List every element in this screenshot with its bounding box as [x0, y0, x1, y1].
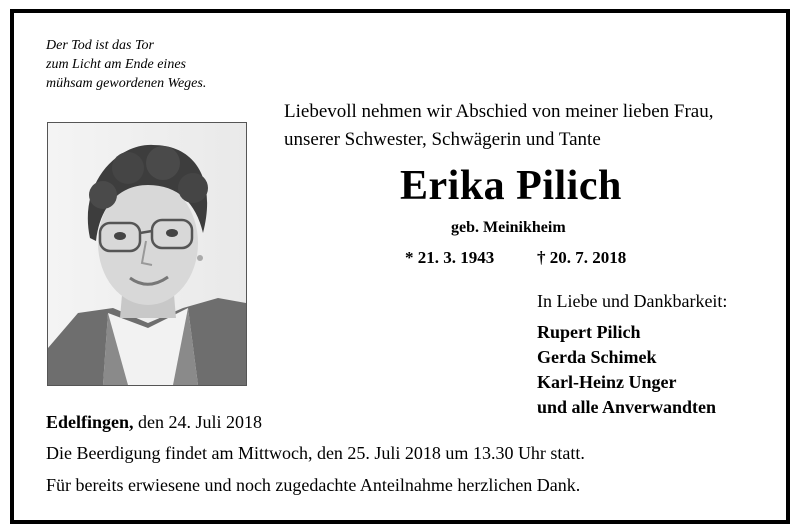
mourners-heading: In Liebe und Dankbarkeit: [537, 291, 728, 311]
maiden-name: geb. Meinikheim [451, 219, 566, 236]
death-date: † 20. 7. 2018 [537, 248, 627, 267]
place-name: Edelfingen, [46, 412, 134, 432]
portrait-photo [47, 122, 247, 386]
mourner-name: und alle Anverwandten [537, 397, 717, 417]
thanks-note: Für bereits erwiesene und noch zugedachte Anteilnahme herzlichen Dank. [46, 475, 581, 495]
mourner-name: Rupert Pilich [537, 322, 641, 342]
place-date [46, 412, 262, 433]
intro-line: Liebevoll nehmen wir Abschied von meiner lieben Frau, [284, 101, 714, 122]
birth-date: * 21. 3. 1943 [405, 248, 495, 267]
funeral-notice: Die Beerdigung findet am Mittwoch, den 25. Juli 2018 um 13.30 Uhr statt. [46, 443, 585, 463]
mourner-name: Gerda Schimek [537, 347, 657, 367]
motto-line: Der Tod ist das Tor [46, 38, 154, 53]
mourners-list [537, 320, 716, 420]
motto [46, 36, 206, 93]
intro-text [284, 98, 714, 154]
motto-line: zum Licht am Ende eines [46, 57, 186, 72]
motto-line: mühsam gewordenen Weges. [46, 76, 207, 91]
date-text: den 24. Juli 2018 [133, 412, 263, 432]
intro-line: unserer Schwester, Schwägerin und Tante [284, 129, 601, 150]
deceased-name: Erika Pilich [400, 163, 622, 209]
mourner-name: Karl-Heinz Unger [537, 372, 677, 392]
